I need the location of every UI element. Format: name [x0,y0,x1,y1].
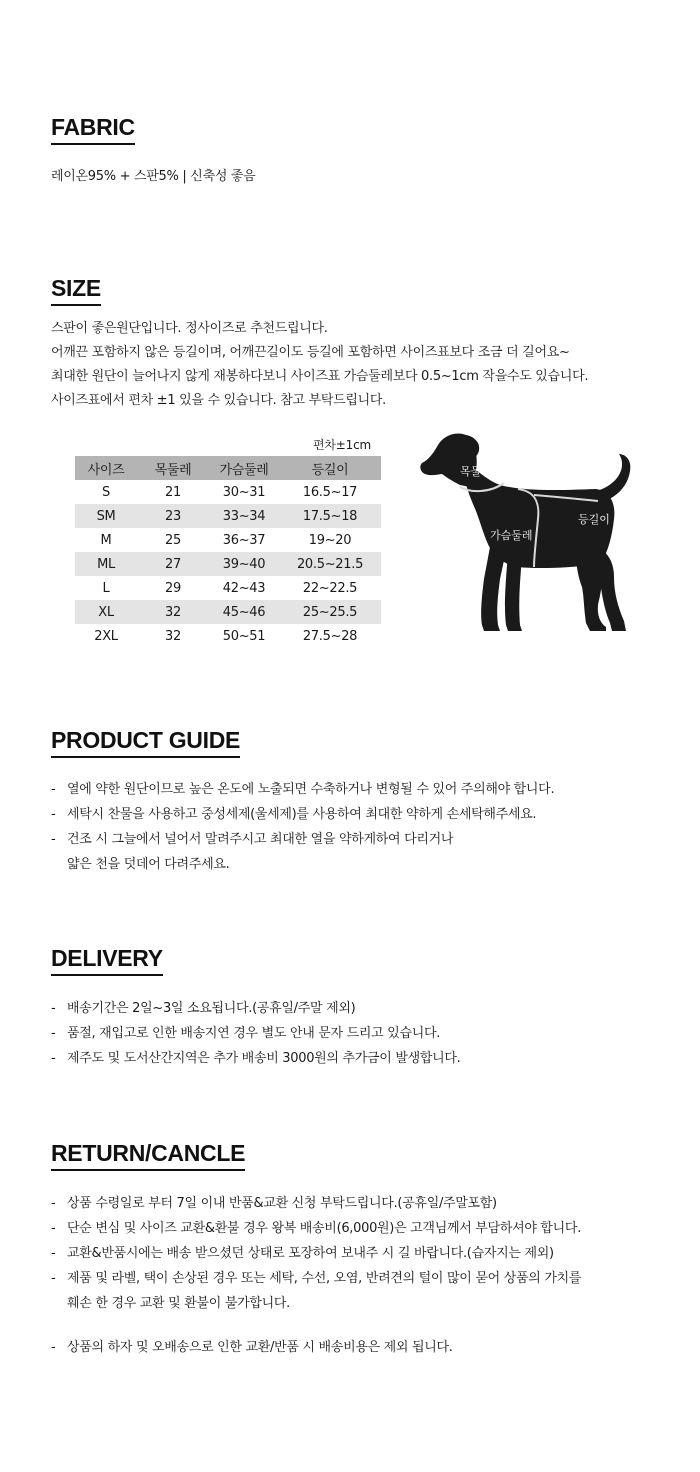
size-table-header: 가슴둘레 [209,456,279,480]
list-item-text: 단순 변심 및 사이즈 교환&환불 경우 왕복 배송비(6,000원)은 고객님께서 부담하셔야 합니다. [67,1221,582,1236]
size-line: 최대한 원단이 늘어나지 않게 재봉하다보니 사이즈표 가슴둘레보다 0.5~1cm 작을수도 있습니다. [51,369,589,384]
dash-mark: - [51,832,56,847]
size-table-header: 목둘레 [137,456,209,480]
dash-mark: - [51,1196,56,1211]
table-cell: 33~34 [209,504,279,528]
size-table-header: 등길이 [279,456,381,480]
table-row [75,504,381,528]
fabric-text: 레이온95% + 스판5% | 신축성 좋음 [51,169,256,184]
list-item [51,1196,581,1212]
table-cell: 23 [137,504,209,528]
table-cell: XL [75,600,137,624]
size-line: 스판이 좋은원단입니다. 정사이즈로 추천드립니다. [51,321,328,336]
return-list [51,1196,581,1365]
list-item-text: 제품 및 라벨, 택이 손상된 경우 또는 세탁, 수선, 오염, 반려견의 털이 많이 묻어 상품의 가치를 [67,1271,582,1286]
table-row [75,600,381,624]
dog-measurement-diagram [416,427,648,637]
list-item [51,1026,461,1042]
table-cell: 36~37 [222,532,266,548]
dash-mark: - [51,807,56,822]
table-cell: 27.5~28 [302,628,358,644]
delivery-heading: DELIVERY [51,946,163,976]
dash-mark: - [51,782,56,797]
dash-mark: - [51,1026,56,1041]
list-item [51,782,554,798]
table-row [75,552,381,576]
size-table-header: 사이즈 [75,456,137,480]
list-item-continuation: 훼손 한 경우 교환 및 환불이 불가합니다. [67,1296,290,1311]
product-guide-heading: PRODUCT GUIDE [51,728,240,758]
list-item-continuation: 얇은 천을 덧데어 다려주세요. [67,857,230,872]
list-item-text: 배송기간은 2일~3일 소요됩니다.(공휴일/주말 제외) [67,1001,356,1016]
list-item [51,832,554,873]
dash-mark: - [51,1271,56,1286]
size-heading: SIZE [51,276,101,306]
table-cell: ML [75,552,137,576]
dash-mark: - [51,1340,56,1355]
table-cell: 32 [165,628,181,644]
delivery-list [51,1001,461,1076]
list-item [51,1246,581,1262]
table-cell: 20.5~21.5 [279,552,381,576]
table-row [75,576,381,600]
back-label: 등길이 [578,513,610,526]
size-line: 사이즈표에서 편차 ±1 있을 수 있습니다. 참고 부탁드립니다. [51,393,386,408]
table-cell: 16.5~17 [302,484,358,500]
list-item-text: 품절, 재입고로 인한 배송지연 경우 별도 안내 문자 드리고 있습니다. [67,1026,441,1041]
list-item-text: 교환&반품시에는 배송 받으셨던 상태로 포장하여 보내주 시 길 바랍니다.(습자지는 제외) [67,1246,554,1261]
list-item-text: 건조 시 그늘에서 널어서 말려주시고 최대한 열을 약하게하여 다리거나 [67,832,454,847]
size-table [75,456,381,648]
table-cell: 39~40 [209,552,279,576]
table-cell: 25 [165,532,181,548]
dash-mark: - [51,1051,56,1066]
fabric-heading: FABRIC [51,115,135,145]
list-item [51,1001,461,1017]
list-item-text: 열에 약한 원단이므로 높은 온도에 노출되면 수축하거나 변형될 수 있어 주의해야 합니다. [67,782,555,797]
table-cell: 22~22.5 [302,580,358,596]
table-cell: 32 [137,600,209,624]
list-item-text: 상품 수령일로 부터 7일 이내 반품&교환 신청 부탁드립니다.(공휴일/주말포함) [67,1196,497,1211]
list-item-text: 상품의 하자 및 오배송으로 인한 교환/반품 시 배송비용은 제외 됩니다. [67,1340,453,1355]
size-description [51,321,588,417]
dash-mark: - [51,1221,56,1236]
table-cell: 2XL [94,628,118,644]
dash-mark: - [51,1246,56,1261]
table-cell: 45~46 [209,600,279,624]
table-cell: 50~51 [222,628,266,644]
list-item [51,1221,581,1237]
table-cell: 17.5~18 [279,504,381,528]
size-table-body [75,480,381,648]
chest-label: 가슴둘레 [490,529,533,542]
neck-label: 목둘레 [460,465,492,478]
table-cell: 27 [137,552,209,576]
table-cell: S [102,484,110,500]
list-item [51,1051,461,1067]
list-item-text: 제주도 및 도서산간지역은 추가 배송비 3000원의 추가금이 발생합니다. [67,1051,461,1066]
table-cell: 21 [165,484,181,500]
list-item-text: 세탁시 찬물을 사용하고 중성세제(울세제)를 사용하여 최대한 약하게 손세탁해주세요. [67,807,537,822]
table-cell: 25~25.5 [279,600,381,624]
table-cell: 42~43 [222,580,266,596]
list-item [51,1271,581,1312]
size-table-header-row [75,456,381,480]
dash-mark: - [51,1001,56,1016]
table-cell: SM [75,504,137,528]
table-row [75,528,381,552]
table-cell: 29 [165,580,181,596]
table-row [75,624,381,648]
table-cell: 19~20 [308,532,352,548]
product-guide-list [51,782,554,882]
table-cell: M [100,532,112,548]
return-heading: RETURN/CANCLE [51,1141,245,1171]
table-row [75,480,381,504]
table-cell: L [102,580,110,596]
tolerance-note: 편차±1cm [313,438,371,452]
table-cell: 30~31 [222,484,266,500]
size-line: 어깨끈 포함하지 않은 등길이며, 어깨끈길이도 등길에 포함하면 사이즈표보다 조금 더 길어요~ [51,345,570,360]
list-item [51,807,554,823]
list-item [51,1340,581,1356]
